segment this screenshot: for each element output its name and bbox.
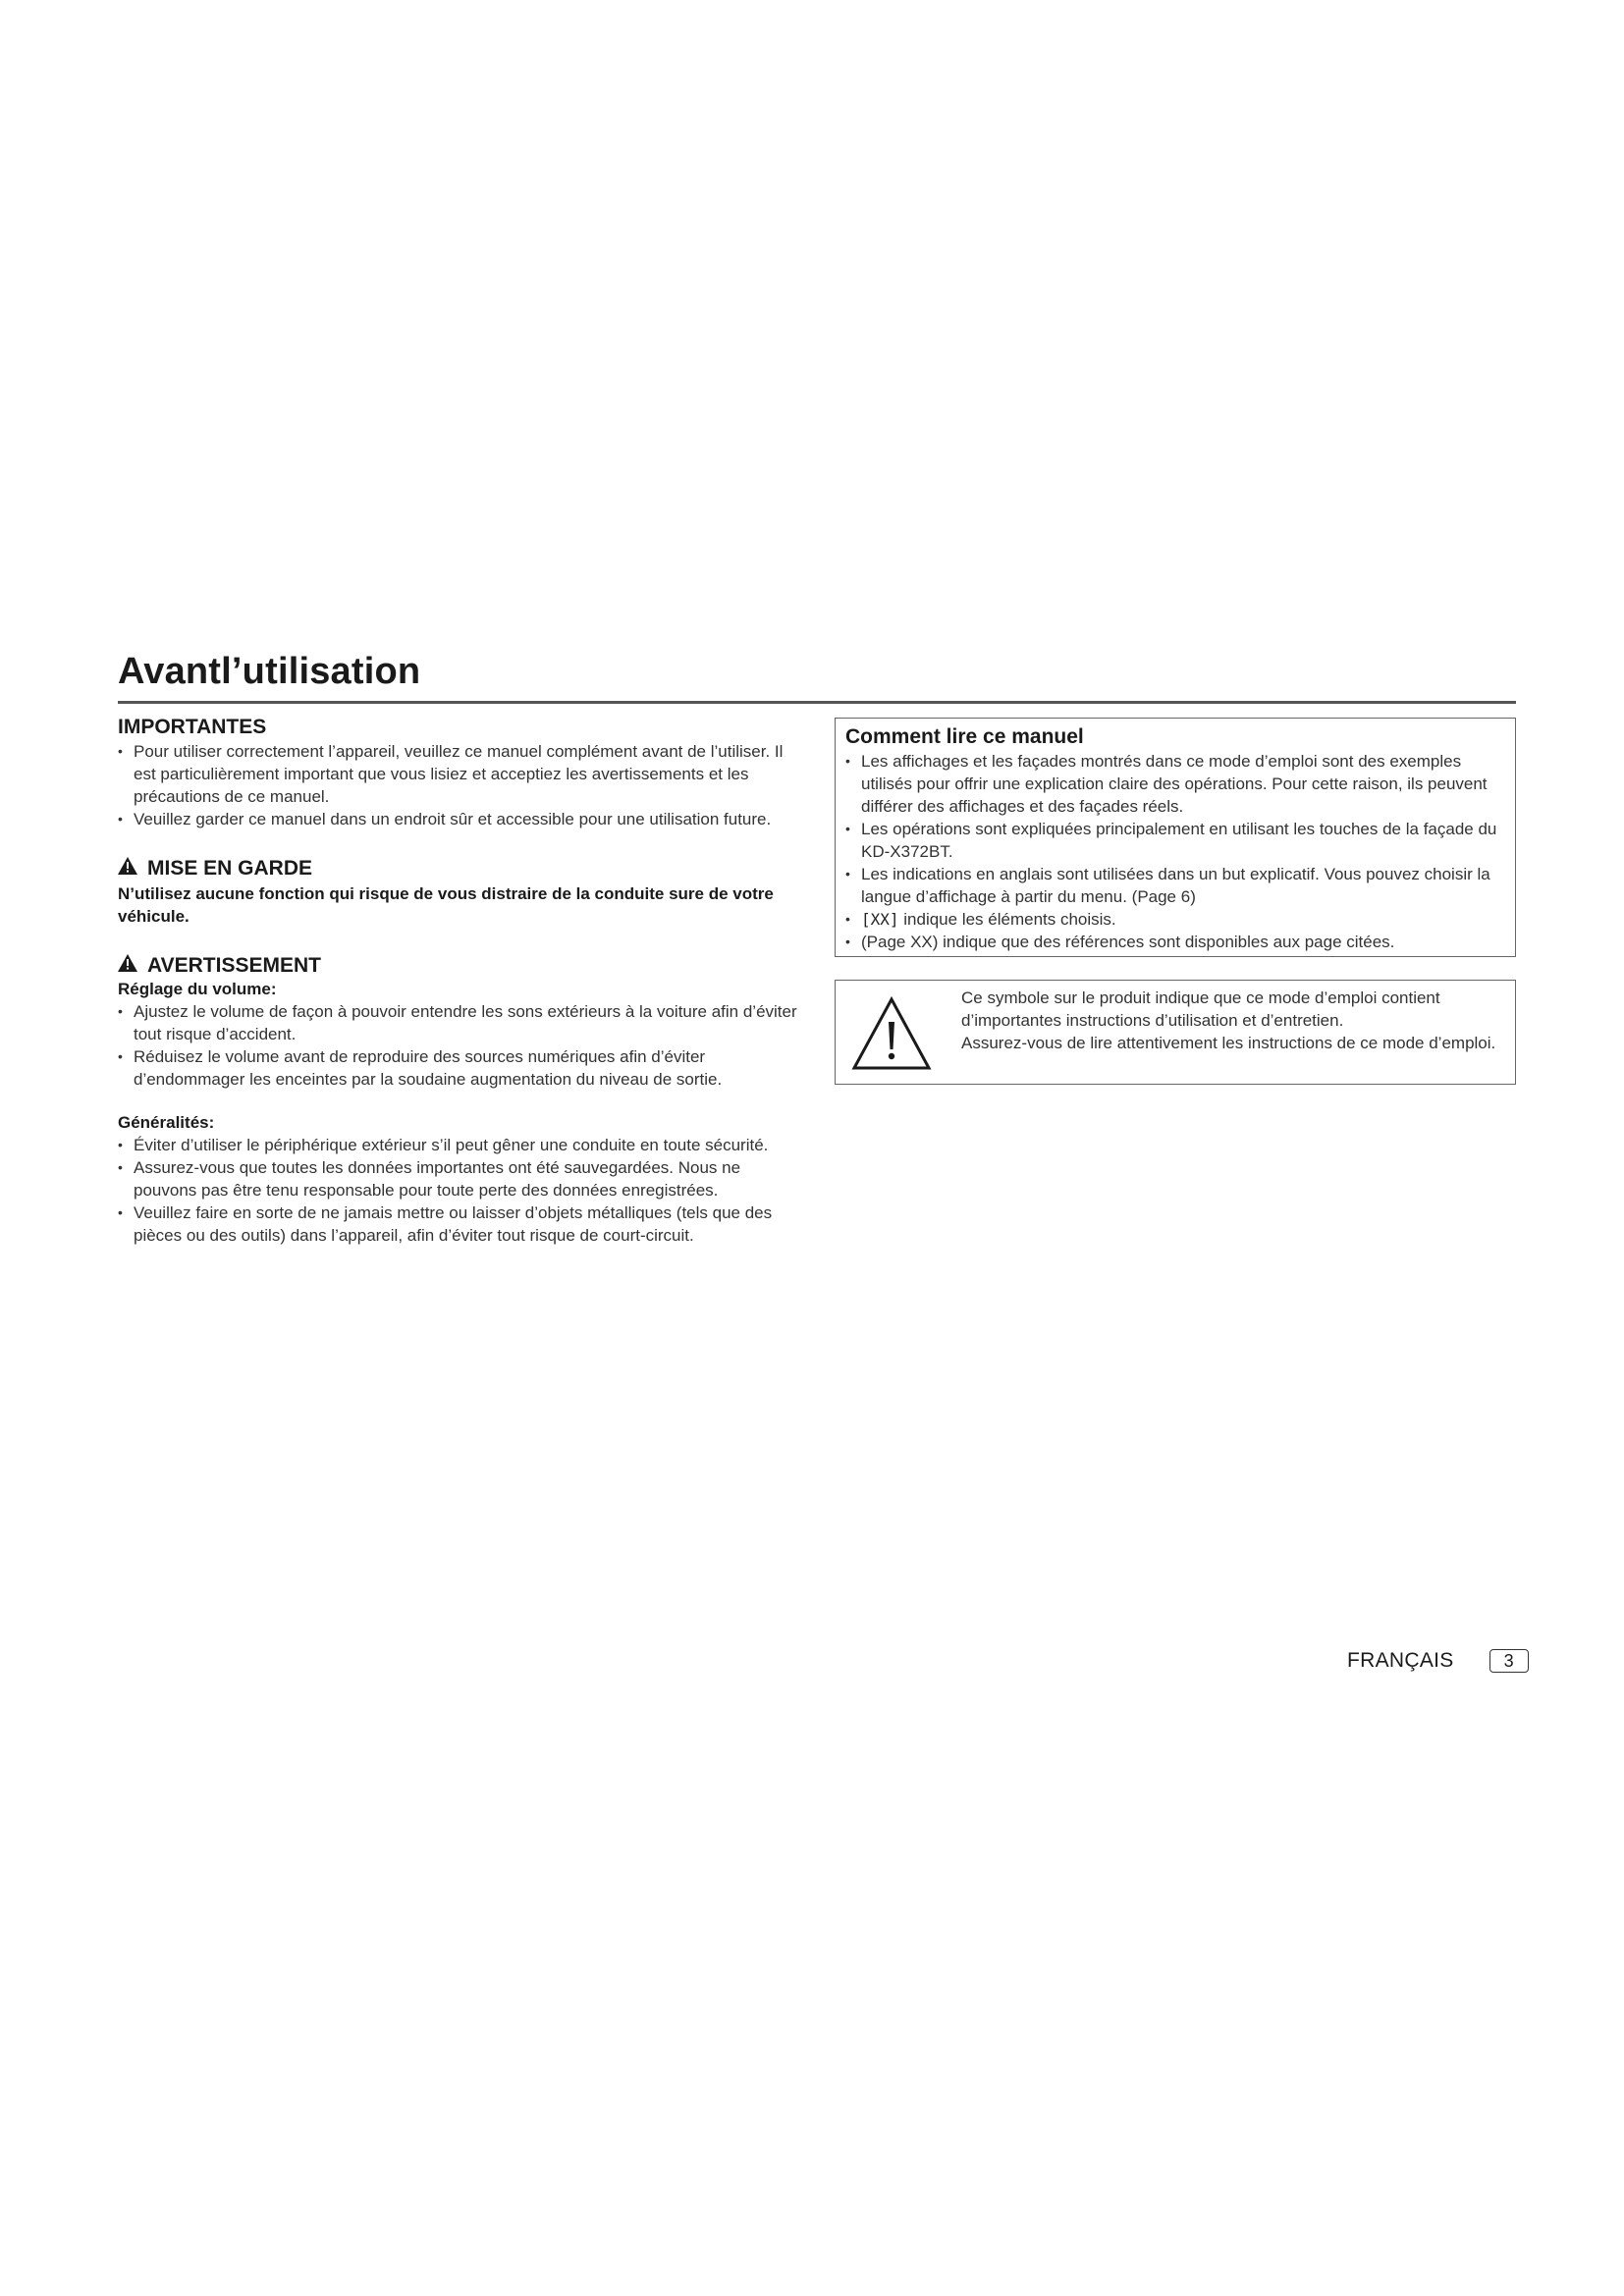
symbol-notice-line2: Assurez-vous de lire attentivement les instructions de ce mode d’emploi. (961, 1034, 1496, 1052)
title-divider (118, 701, 1516, 704)
mise-en-garde-text: N’utilisez aucune fonction qui risque de vous distraire de la conduite sure de votre véhicule. (118, 883, 774, 926)
list-item: • Ajustez le volume de façon à pouvoir entendre les sons extérieurs à la voiture afin d’éviter tout risque d’accident. (118, 1000, 805, 1045)
list-item: • Assurez-vous que toutes les données importantes ont été sauvegardées. Nous ne pouvons pas être tenu responsable pour toute perte des données enregistrées. (118, 1156, 805, 1201)
list-item: • Veuillez faire en sorte de ne jamais mettre ou laisser d’objets métalliques (tels que des pièces ou des outils) dans l’appareil, afin d’éviter tout risque de court-circuit. (118, 1201, 805, 1247)
list-item: • Réduisez le volume avant de reproduire des sources numériques afin d’éviter d’endommager les enceintes par la soudaine augmentation du niveau de sortie. (118, 1045, 805, 1091)
list-item: • Les affichages et les façades montrés dans ce mode d’emploi sont des exemples utilisés pour offrir une explication claire des opérations. Pour cette raison, ils peuvent différer des affichages et des façades réels. (845, 750, 1505, 818)
avertissement-section (118, 953, 805, 1247)
warning-triangle-icon (118, 953, 137, 979)
page-number: 3 (1489, 1649, 1529, 1673)
left-column (118, 715, 805, 1247)
how-to-read-heading: Comment lire ce manuel (845, 725, 1084, 748)
avertissement-heading (118, 953, 805, 979)
how-to-read-box (835, 718, 1516, 957)
list-item: • (Page XX) indique que des références sont disponibles aux page citées. (845, 931, 1505, 953)
selected-item-marker: [XX] (861, 910, 899, 930)
footer-language: FRANÇAIS (1347, 1649, 1454, 1672)
list-item-text: indique les éléments choisis. (903, 910, 1116, 930)
volume-list (118, 1000, 805, 1091)
importantes-section (118, 715, 805, 830)
symbol-notice-line1: Ce symbole sur le produit indique que ce mode d’emploi contient d’importantes instructions d’utilisation et d’entretien. (961, 988, 1440, 1030)
warning-triangle-icon (118, 856, 137, 881)
how-to-read-list (845, 750, 1505, 953)
list-item: • Pour utiliser correctement l’appareil, veuillez ce manuel complément avant de l’utiliser. Il est particulièrement important que vous lisiez et acceptiez les avertissements et les précautions de ce manuel. (118, 740, 805, 808)
mise-en-garde-section (118, 856, 805, 927)
list-item: • Veuillez garder ce manuel dans un endroit sûr et accessible pour une utilisation future. (118, 808, 805, 830)
symbol-notice-box (835, 980, 1516, 1085)
list-item: • Éviter d’utiliser le périphérique extérieur s’il peut gêner une conduite en toute sécurité. (118, 1134, 805, 1156)
general-heading: Généralités: (118, 1112, 215, 1132)
list-item: • Les indications en anglais sont utilisées dans un but explicatif. Vous pouvez choisir la langue d’affichage à partir du menu. (Page 6) (845, 863, 1505, 908)
mise-en-garde-heading (118, 856, 805, 881)
list-item: • Les opérations sont expliquées principalement en utilisant les touches de la façade du KD-X372BT. (845, 818, 1505, 863)
mise-en-garde-title: MISE EN GARDE (147, 857, 313, 881)
avertissement-title: AVERTISSEMENT (147, 953, 321, 977)
page-title: Avantl’utilisation (118, 651, 421, 692)
general-list (118, 1134, 805, 1247)
importantes-list (118, 740, 805, 830)
symbol-notice-text (961, 987, 1511, 1054)
importantes-heading: IMPORTANTES (118, 716, 267, 738)
list-item (845, 908, 1505, 931)
page-footer (1347, 1649, 1529, 1673)
volume-heading: Réglage du volume: (118, 979, 277, 998)
